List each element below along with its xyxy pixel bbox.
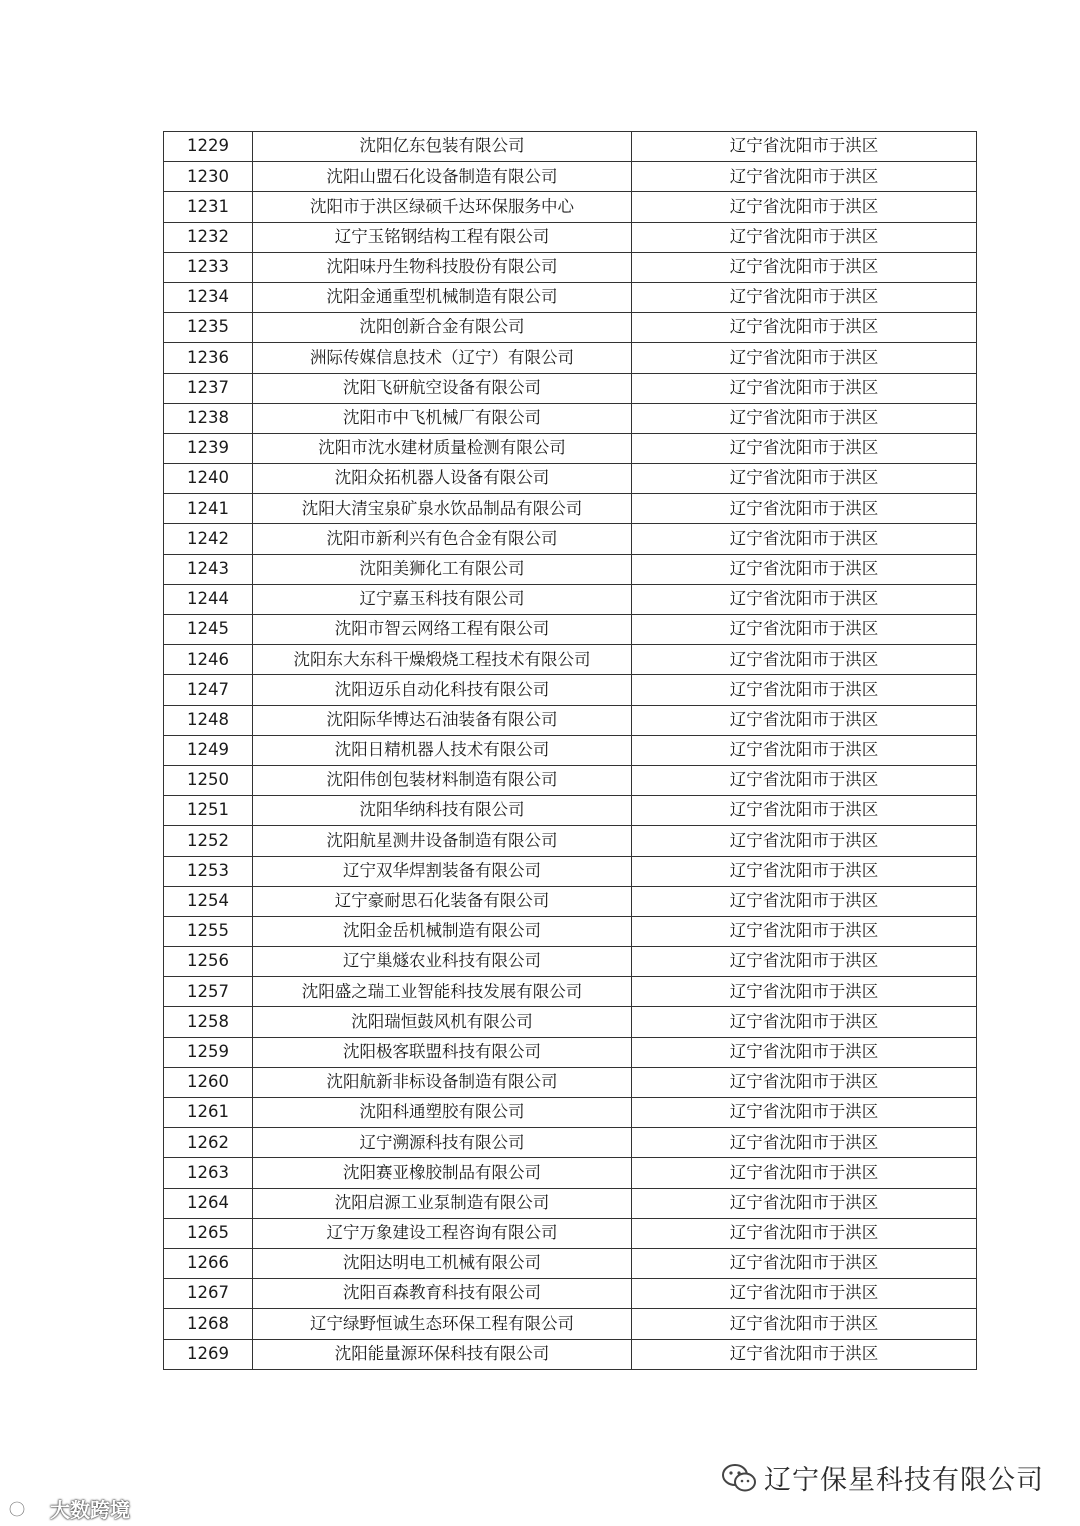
row-number: 1243	[164, 554, 253, 584]
company-location: 辽宁省沈阳市于洪区	[632, 313, 977, 343]
row-number: 1269	[164, 1339, 253, 1369]
row-number: 1256	[164, 947, 253, 977]
table-row	[164, 403, 977, 433]
row-number: 1241	[164, 494, 253, 524]
company-name: 辽宁绿野恒诚生态环保工程有限公司	[253, 1309, 632, 1339]
account-watermark	[720, 1458, 1044, 1497]
row-number: 1240	[164, 464, 253, 494]
company-name: 沈阳味丹生物科技股份有限公司	[253, 252, 632, 282]
table-row	[164, 765, 977, 795]
row-number: 1261	[164, 1098, 253, 1128]
table-row	[164, 524, 977, 554]
company-location: 辽宁省沈阳市于洪区	[632, 1037, 977, 1067]
company-location: 辽宁省沈阳市于洪区	[632, 132, 977, 162]
company-location: 辽宁省沈阳市于洪区	[632, 765, 977, 795]
table-row	[164, 1188, 977, 1218]
row-number: 1251	[164, 796, 253, 826]
company-location: 辽宁省沈阳市于洪区	[632, 886, 977, 916]
company-name: 沈阳迈乐自动化科技有限公司	[253, 675, 632, 705]
logo-icon	[8, 1498, 44, 1520]
company-name: 沈阳百森教育科技有限公司	[253, 1279, 632, 1309]
company-location: 辽宁省沈阳市于洪区	[632, 735, 977, 765]
table-row	[164, 464, 977, 494]
table-row	[164, 796, 977, 826]
table-row	[164, 1037, 977, 1067]
row-number: 1257	[164, 977, 253, 1007]
company-location: 辽宁省沈阳市于洪区	[632, 615, 977, 645]
watermark-text: 辽宁保星科技有限公司	[764, 1465, 1044, 1496]
company-name: 沈阳伟创包装材料制造有限公司	[253, 765, 632, 795]
row-number: 1230	[164, 162, 253, 192]
table-row	[164, 947, 977, 977]
company-name: 沈阳极客联盟科技有限公司	[253, 1037, 632, 1067]
table-row	[164, 645, 977, 675]
table-row	[164, 1098, 977, 1128]
company-name: 沈阳大清宝泉矿泉水饮品制品有限公司	[253, 494, 632, 524]
row-number: 1242	[164, 524, 253, 554]
company-location: 辽宁省沈阳市于洪区	[632, 373, 977, 403]
company-name: 沈阳达明电工机械有限公司	[253, 1248, 632, 1278]
company-name: 沈阳华纳科技有限公司	[253, 796, 632, 826]
row-number: 1255	[164, 916, 253, 946]
company-location: 辽宁省沈阳市于洪区	[632, 554, 977, 584]
company-name: 洲际传媒信息技术（辽宁）有限公司	[253, 343, 632, 373]
company-location: 辽宁省沈阳市于洪区	[632, 252, 977, 282]
company-name: 沈阳赛亚橡胶制品有限公司	[253, 1158, 632, 1188]
company-location: 辽宁省沈阳市于洪区	[632, 222, 977, 252]
row-number: 1252	[164, 826, 253, 856]
company-location: 辽宁省沈阳市于洪区	[632, 1188, 977, 1218]
company-name: 沈阳市于洪区绿硕千达环保服务中心	[253, 192, 632, 222]
row-number: 1263	[164, 1158, 253, 1188]
row-number: 1248	[164, 705, 253, 735]
row-number: 1266	[164, 1248, 253, 1278]
table-row	[164, 856, 977, 886]
table-row	[164, 1279, 977, 1309]
company-name: 辽宁嘉玉科技有限公司	[253, 584, 632, 614]
company-name: 沈阳市智云网络工程有限公司	[253, 615, 632, 645]
company-location: 辽宁省沈阳市于洪区	[632, 826, 977, 856]
company-location: 辽宁省沈阳市于洪区	[632, 675, 977, 705]
corner-text: 大数跨境	[50, 1498, 130, 1522]
company-location: 辽宁省沈阳市于洪区	[632, 1218, 977, 1248]
table-row	[164, 1158, 977, 1188]
company-location: 辽宁省沈阳市于洪区	[632, 433, 977, 463]
company-location: 辽宁省沈阳市于洪区	[632, 343, 977, 373]
row-number: 1249	[164, 735, 253, 765]
table-row	[164, 1339, 977, 1369]
row-number: 1235	[164, 313, 253, 343]
company-name: 沈阳市沈水建材质量检测有限公司	[253, 433, 632, 463]
company-name: 沈阳金通重型机械制造有限公司	[253, 282, 632, 312]
company-name: 沈阳山盟石化设备制造有限公司	[253, 162, 632, 192]
row-number: 1267	[164, 1279, 253, 1309]
row-number: 1253	[164, 856, 253, 886]
company-name: 沈阳航新非标设备制造有限公司	[253, 1067, 632, 1097]
table-row	[164, 313, 977, 343]
table-row	[164, 192, 977, 222]
row-number: 1244	[164, 584, 253, 614]
company-location: 辽宁省沈阳市于洪区	[632, 947, 977, 977]
row-number: 1229	[164, 132, 253, 162]
company-location: 辽宁省沈阳市于洪区	[632, 403, 977, 433]
company-location: 辽宁省沈阳市于洪区	[632, 1248, 977, 1278]
company-name: 沈阳日精机器人技术有限公司	[253, 735, 632, 765]
table-row	[164, 132, 977, 162]
row-number: 1247	[164, 675, 253, 705]
company-location: 辽宁省沈阳市于洪区	[632, 705, 977, 735]
table-row	[164, 162, 977, 192]
table-row	[164, 977, 977, 1007]
company-location: 辽宁省沈阳市于洪区	[632, 1128, 977, 1158]
table-body	[164, 132, 977, 1370]
table-row	[164, 1007, 977, 1037]
row-number: 1231	[164, 192, 253, 222]
row-number: 1265	[164, 1218, 253, 1248]
table-row	[164, 222, 977, 252]
table-row	[164, 615, 977, 645]
table-row	[164, 343, 977, 373]
table-row	[164, 584, 977, 614]
company-location: 辽宁省沈阳市于洪区	[632, 1007, 977, 1037]
company-name: 沈阳能量源环保科技有限公司	[253, 1339, 632, 1369]
company-name: 辽宁双华焊割装备有限公司	[253, 856, 632, 886]
company-name: 辽宁万象建设工程咨询有限公司	[253, 1218, 632, 1248]
company-location: 辽宁省沈阳市于洪区	[632, 796, 977, 826]
table-row	[164, 1128, 977, 1158]
company-location: 辽宁省沈阳市于洪区	[632, 1279, 977, 1309]
table-row	[164, 373, 977, 403]
company-location: 辽宁省沈阳市于洪区	[632, 856, 977, 886]
table-row	[164, 886, 977, 916]
company-location: 辽宁省沈阳市于洪区	[632, 524, 977, 554]
company-name: 辽宁豪耐思石化装备有限公司	[253, 886, 632, 916]
row-number: 1258	[164, 1007, 253, 1037]
company-name: 沈阳亿东包装有限公司	[253, 132, 632, 162]
company-location: 辽宁省沈阳市于洪区	[632, 1067, 977, 1097]
row-number: 1260	[164, 1067, 253, 1097]
table-row	[164, 554, 977, 584]
company-name: 沈阳东大东科干燥煅烧工程技术有限公司	[253, 645, 632, 675]
company-location: 辽宁省沈阳市于洪区	[632, 1158, 977, 1188]
row-number: 1268	[164, 1309, 253, 1339]
company-location: 辽宁省沈阳市于洪区	[632, 192, 977, 222]
company-table	[163, 131, 977, 1370]
row-number: 1246	[164, 645, 253, 675]
company-name: 沈阳航星测井设备制造有限公司	[253, 826, 632, 856]
company-name: 辽宁巢燧农业科技有限公司	[253, 947, 632, 977]
row-number: 1237	[164, 373, 253, 403]
row-number: 1233	[164, 252, 253, 282]
table-row	[164, 1248, 977, 1278]
row-number: 1234	[164, 282, 253, 312]
table-row	[164, 494, 977, 524]
company-name: 沈阳创新合金有限公司	[253, 313, 632, 343]
company-location: 辽宁省沈阳市于洪区	[632, 916, 977, 946]
table-row	[164, 282, 977, 312]
company-name: 沈阳启源工业泵制造有限公司	[253, 1188, 632, 1218]
company-location: 辽宁省沈阳市于洪区	[632, 584, 977, 614]
company-name: 沈阳际华博达石油装备有限公司	[253, 705, 632, 735]
table-row	[164, 735, 977, 765]
wechat-icon	[720, 1462, 758, 1494]
company-name: 沈阳瑞恒鼓风机有限公司	[253, 1007, 632, 1037]
company-location: 辽宁省沈阳市于洪区	[632, 977, 977, 1007]
table-row	[164, 916, 977, 946]
row-number: 1239	[164, 433, 253, 463]
row-number: 1262	[164, 1128, 253, 1158]
row-number: 1254	[164, 886, 253, 916]
company-location: 辽宁省沈阳市于洪区	[632, 162, 977, 192]
company-location: 辽宁省沈阳市于洪区	[632, 1098, 977, 1128]
company-name: 沈阳市新利兴有色合金有限公司	[253, 524, 632, 554]
company-name: 沈阳飞研航空设备有限公司	[253, 373, 632, 403]
row-number: 1250	[164, 765, 253, 795]
company-name: 沈阳科通塑胶有限公司	[253, 1098, 632, 1128]
row-number: 1264	[164, 1188, 253, 1218]
table-row	[164, 705, 977, 735]
corner-mark	[8, 1494, 130, 1523]
company-name: 沈阳众拓机器人设备有限公司	[253, 464, 632, 494]
company-location: 辽宁省沈阳市于洪区	[632, 645, 977, 675]
company-name: 沈阳金岳机械制造有限公司	[253, 916, 632, 946]
row-number: 1245	[164, 615, 253, 645]
table-row	[164, 675, 977, 705]
table-row	[164, 433, 977, 463]
company-location: 辽宁省沈阳市于洪区	[632, 282, 977, 312]
row-number: 1259	[164, 1037, 253, 1067]
company-name: 辽宁玉铭钢结构工程有限公司	[253, 222, 632, 252]
company-location: 辽宁省沈阳市于洪区	[632, 1339, 977, 1369]
row-number: 1236	[164, 343, 253, 373]
company-location: 辽宁省沈阳市于洪区	[632, 1309, 977, 1339]
table-row	[164, 252, 977, 282]
company-location: 辽宁省沈阳市于洪区	[632, 464, 977, 494]
company-name: 辽宁溯源科技有限公司	[253, 1128, 632, 1158]
table-row	[164, 1309, 977, 1339]
row-number: 1232	[164, 222, 253, 252]
table-row	[164, 826, 977, 856]
company-name: 沈阳盛之瑞工业智能科技发展有限公司	[253, 977, 632, 1007]
company-location: 辽宁省沈阳市于洪区	[632, 494, 977, 524]
company-name: 沈阳市中飞机械厂有限公司	[253, 403, 632, 433]
table-row	[164, 1067, 977, 1097]
company-name: 沈阳美狮化工有限公司	[253, 554, 632, 584]
row-number: 1238	[164, 403, 253, 433]
table-row	[164, 1218, 977, 1248]
